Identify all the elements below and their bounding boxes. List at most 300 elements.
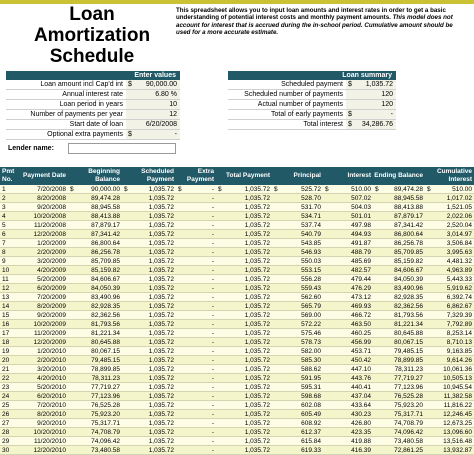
loan-summary-value[interactable]: 34,286.76 (356, 120, 396, 130)
cell-payment-date: 4/20/2009 (37, 267, 66, 274)
cell-payment-date: 9/20/2010 (37, 420, 66, 427)
cell-value: 84,050.39 (91, 285, 120, 292)
loan-summary-label: Total of early payments (228, 110, 346, 120)
cell-value: 10,945.54 (443, 384, 472, 391)
cell-interest (323, 266, 373, 274)
loan-summary-label: Scheduled payment (228, 80, 346, 90)
cell-value: 1,035.72 (244, 204, 270, 211)
cell-value: - (211, 438, 214, 445)
cell-principal (272, 446, 323, 454)
cell-total-payment (216, 266, 272, 274)
cell-ending-balance (373, 437, 425, 445)
cell-value: 1,035.72 (148, 249, 174, 256)
cell-value: - (211, 213, 214, 220)
enter-values-row (6, 100, 180, 110)
cell-value: 456.99 (351, 339, 371, 346)
cell-value: 1,035.72 (244, 366, 270, 373)
cell-value: 1,035.72 (148, 393, 174, 400)
cell-total-payment (216, 257, 272, 265)
cell-total-payment (216, 293, 272, 301)
cell-value: - (211, 204, 214, 211)
cell-value: 565.79 (301, 303, 321, 310)
cell-value: 13,516.48 (443, 438, 472, 445)
cell-ending-balance (373, 329, 425, 337)
cell-value: 501.01 (351, 213, 371, 220)
cell-cumulative-interest (425, 221, 474, 229)
cell-value: 1,035.72 (148, 375, 174, 382)
cell-payment-number: 18 (2, 339, 10, 346)
cell-extra-payment (176, 212, 216, 220)
cell-payment-number: 2 (2, 195, 6, 202)
cell-payment-date: 12/20/2008 (33, 231, 66, 238)
cell-value: 504.03 (351, 204, 371, 211)
cell-value: 9,163.85 (446, 348, 472, 355)
cell-principal (272, 347, 323, 355)
enter-values-value[interactable]: 90,000.00 (136, 80, 180, 90)
cell-value: 78,899.85 (91, 366, 120, 373)
cell-value: - (211, 420, 214, 427)
cell-value: 1,035.72 (244, 276, 270, 283)
cell-value: 78,311.23 (91, 375, 120, 382)
cell-ending-balance (373, 203, 425, 211)
lender-name-input[interactable] (68, 143, 176, 154)
cell-beginning-balance (68, 185, 122, 193)
cell-payment-date: 5/20/2010 (37, 384, 66, 391)
cell-interest (323, 347, 373, 355)
loan-summary-value[interactable]: - (356, 110, 396, 120)
loan-summary-currency (346, 100, 356, 110)
cell-cumulative-interest (425, 356, 474, 364)
cell-extra-payment (176, 446, 216, 454)
cell-value: 83,490.96 (394, 285, 423, 292)
cell-payment-number: 11 (2, 276, 9, 283)
cell-total-payment (216, 239, 272, 247)
cell-payment-number: 9 (2, 258, 6, 265)
cell-ending-balance (373, 365, 425, 373)
cell-value: 4,963.89 (446, 267, 472, 274)
table-row (0, 239, 474, 248)
cell-interest (323, 230, 373, 238)
cell-principal (272, 275, 323, 283)
cell-value: 1,035.72 (244, 186, 270, 193)
enter-values-value[interactable]: 10 (136, 100, 180, 110)
cell-value: 84,606.67 (91, 276, 120, 283)
cell-value: - (211, 330, 214, 337)
cell-payment-date: 11/20/2009 (33, 330, 66, 337)
cell-payment-number: 15 (2, 312, 10, 319)
cell-payment-date: 11/20/2010 (33, 438, 66, 445)
cell-value: 1,035.72 (148, 231, 174, 238)
cell-value: 1,035.72 (148, 384, 174, 391)
cell-value: - (211, 303, 214, 310)
cell-value: 534.71 (301, 213, 321, 220)
cell-payment-date: 7/20/2009 (37, 294, 66, 301)
column-header: Scheduled Payment (141, 168, 174, 183)
cell-value: 1,035.72 (148, 411, 174, 418)
cell-value: 1,035.72 (148, 348, 174, 355)
cell-scheduled-payment (122, 392, 176, 400)
loan-summary-row (228, 100, 396, 110)
cell-ending-balance (373, 221, 425, 229)
table-row (0, 230, 474, 239)
cell-payment-date: 2/20/2009 (37, 249, 66, 256)
cell-principal (272, 257, 323, 265)
cell-value: 77,123.96 (91, 393, 120, 400)
cell-value: 612.37 (301, 429, 321, 436)
cell-interest (323, 374, 373, 382)
cell-total-payment (216, 365, 272, 373)
cell-value: 1,035.72 (148, 312, 174, 319)
cell-value: 88,413.88 (394, 204, 423, 211)
cell-ending-balance (373, 194, 425, 202)
loan-summary-label: Actual number of payments (228, 100, 346, 110)
cell-value: - (211, 222, 214, 229)
cell-total-payment (216, 203, 272, 211)
cell-payment-number: 6 (2, 231, 6, 238)
cell-value: 88,945.58 (394, 195, 423, 202)
table-row (0, 401, 474, 410)
cell-value: 89,474.28 (91, 195, 120, 202)
cell-value: 75,317.71 (91, 420, 120, 427)
cell-extra-payment (176, 356, 216, 364)
cell-cumulative-interest (425, 401, 474, 409)
cell-value: 1,035.72 (148, 186, 174, 193)
cell-scheduled-payment (122, 311, 176, 319)
cell-scheduled-payment (122, 347, 176, 355)
loan-summary-value[interactable]: 120 (356, 90, 396, 100)
cell-value: 562.60 (301, 294, 321, 301)
cell-value: 3,995.63 (446, 249, 472, 256)
cell-value: 72,861.25 (394, 447, 423, 454)
cell-beginning-balance (68, 320, 122, 328)
cell-value: 74,708.79 (394, 420, 423, 427)
cell-beginning-balance (68, 392, 122, 400)
cell-payment-number: 7 (2, 240, 6, 247)
cell-value: 10,061.36 (443, 366, 472, 373)
table-row (0, 257, 474, 266)
loan-summary-panel (228, 71, 396, 130)
cell-interest (323, 203, 373, 211)
cell-scheduled-payment (122, 212, 176, 220)
cell-value: 1,035.72 (244, 267, 270, 274)
cell-value: 510.00 (452, 186, 472, 193)
cell-value: 528.70 (301, 195, 321, 202)
cell-extra-payment (176, 185, 216, 193)
lender-name-label: Lender name: (8, 145, 54, 152)
cell-payment-date: 4/20/2010 (37, 375, 66, 382)
loan-summary-currency: $ (346, 120, 356, 130)
cell-value: 595.31 (301, 384, 321, 391)
cell-value: 77,123.96 (394, 384, 423, 391)
loan-summary-value[interactable]: 120 (356, 100, 396, 110)
cell-value: 479.44 (351, 276, 371, 283)
cell-beginning-balance (68, 347, 122, 355)
cell-cumulative-interest (425, 230, 474, 238)
cell-value: 1,035.72 (148, 240, 174, 247)
page-title (12, 4, 172, 67)
cell-total-payment (216, 275, 272, 283)
cell-beginning-balance (68, 338, 122, 346)
cell-scheduled-payment (122, 410, 176, 418)
cell-payment-date: 10/20/2008 (33, 213, 66, 220)
cell-value: 1,035.72 (148, 267, 174, 274)
cell-beginning-balance (68, 221, 122, 229)
enter-values-value[interactable]: 6.80 % (136, 90, 180, 100)
cell-total-payment (216, 428, 272, 436)
cell-principal (272, 365, 323, 373)
cell-payment-date: 8/20/2010 (37, 411, 66, 418)
cell-beginning-balance (68, 437, 122, 445)
cell-beginning-balance (68, 365, 122, 373)
cell-interest (323, 338, 373, 346)
cell-principal (272, 194, 323, 202)
cell-value: 7,792.89 (446, 321, 472, 328)
cell-extra-payment (176, 401, 216, 409)
cell-payment-date: 11/20/2008 (33, 222, 66, 229)
cell-cumulative-interest (425, 311, 474, 319)
cell-total-payment (216, 437, 272, 445)
cell-extra-payment (176, 239, 216, 247)
cell-beginning-balance (68, 293, 122, 301)
description-note (176, 7, 468, 37)
cell-value: 6,862.67 (446, 303, 472, 310)
cell-payment-date: 12/20/2010 (33, 447, 66, 454)
loan-summary-value[interactable]: 1,035.72 (356, 80, 396, 90)
cell-value: 507.02 (351, 195, 371, 202)
cell-scheduled-payment (122, 203, 176, 211)
currency-symbol: $ (70, 186, 74, 193)
cell-value: 90,000.00 (91, 186, 120, 193)
cell-payment-date: 3/20/2009 (37, 258, 66, 265)
cell-principal (272, 329, 323, 337)
cell-payment-number: 8 (2, 249, 6, 256)
cell-value: 78,899.85 (394, 357, 423, 364)
enter-values-value[interactable]: 12 (136, 110, 180, 120)
enter-values-label: Annual interest rate (6, 90, 126, 100)
cell-extra-payment (176, 347, 216, 355)
cell-beginning-balance (68, 374, 122, 382)
cell-principal (272, 374, 323, 382)
cell-total-payment (216, 284, 272, 292)
cell-value: 87,341.42 (91, 231, 120, 238)
cell-ending-balance (373, 383, 425, 391)
cell-value: 1,035.72 (244, 240, 270, 247)
cell-interest (323, 401, 373, 409)
cell-value: - (211, 312, 214, 319)
cell-value: 86,800.64 (394, 231, 423, 238)
table-row (0, 446, 474, 455)
cell-value: 86,256.78 (394, 240, 423, 247)
cell-total-payment (216, 446, 272, 454)
cell-value: 430.23 (351, 411, 371, 418)
currency-symbol: $ (124, 186, 128, 193)
cell-interest (323, 410, 373, 418)
cell-value: 88,413.88 (91, 213, 120, 220)
cell-value: 82,928.35 (394, 294, 423, 301)
enter-values-row (6, 110, 180, 120)
cell-value: 1,035.72 (244, 321, 270, 328)
cell-payment-date: 6/20/2009 (37, 285, 66, 292)
cell-value: 1,035.72 (148, 357, 174, 364)
cell-ending-balance (373, 266, 425, 274)
amortization-table (0, 167, 474, 455)
currency-symbol: $ (427, 186, 431, 193)
cell-value: 1,035.72 (148, 330, 174, 337)
cell-value: 81,221.34 (91, 330, 120, 337)
cell-value: 469.93 (351, 303, 371, 310)
cell-principal (272, 302, 323, 310)
cell-beginning-balance (68, 383, 122, 391)
table-row (0, 392, 474, 401)
cell-value: 80,645.88 (394, 330, 423, 337)
cell-value: 619.33 (301, 447, 321, 454)
cell-principal (272, 203, 323, 211)
cell-scheduled-payment (122, 338, 176, 346)
cell-ending-balance (373, 284, 425, 292)
cell-payment-number: 24 (2, 393, 10, 400)
cell-value: 3,506.84 (446, 240, 472, 247)
cell-value: 497.98 (351, 222, 371, 229)
enter-values-header: Enter values (6, 71, 180, 80)
cell-principal (272, 383, 323, 391)
cell-value: - (211, 393, 214, 400)
cell-value: 10,505.13 (443, 375, 472, 382)
cell-value: 77,719.27 (394, 375, 423, 382)
cell-value: 598.68 (301, 393, 321, 400)
loan-summary-row (228, 120, 396, 130)
currency-symbol: $ (218, 186, 222, 193)
table-row (0, 185, 474, 194)
table-row (0, 356, 474, 365)
cell-value: - (211, 294, 214, 301)
cell-extra-payment (176, 266, 216, 274)
enter-values-row (6, 80, 180, 90)
cell-value: 89,474.28 (394, 186, 423, 193)
enter-values-value[interactable]: - (136, 130, 180, 140)
cell-extra-payment (176, 275, 216, 283)
cell-value: 80,067.15 (91, 348, 120, 355)
cell-value: 1,035.72 (244, 330, 270, 337)
enter-values-value[interactable]: 6/20/2008 (136, 120, 180, 130)
table-row (0, 347, 474, 356)
cell-value: 559.43 (301, 285, 321, 292)
cell-extra-payment (176, 221, 216, 229)
cell-value: 1,035.72 (148, 276, 174, 283)
cell-value: 546.93 (301, 249, 321, 256)
cell-beginning-balance (68, 302, 122, 310)
cell-beginning-balance (68, 266, 122, 274)
cell-value: - (211, 240, 214, 247)
cell-payment-number: 23 (2, 384, 10, 391)
cell-value: 8,710.13 (446, 339, 472, 346)
cell-value: 582.00 (301, 348, 321, 355)
enter-values-currency (126, 100, 136, 110)
cell-beginning-balance (68, 329, 122, 337)
cell-ending-balance (373, 410, 425, 418)
cell-value: 1,035.72 (244, 195, 270, 202)
table-row (0, 275, 474, 284)
cell-total-payment (216, 194, 272, 202)
cell-principal (272, 185, 323, 193)
cell-beginning-balance (68, 356, 122, 364)
cell-payment-date: 10/20/2009 (33, 321, 66, 328)
cell-principal (272, 230, 323, 238)
cell-value: 585.30 (301, 357, 321, 364)
cell-ending-balance (373, 302, 425, 310)
loan-summary-header: Loan summary (228, 71, 396, 80)
cell-value: 1,035.72 (244, 258, 270, 265)
cell-value: 81,221.34 (394, 321, 423, 328)
cell-payment-date: 9/20/2008 (37, 204, 66, 211)
cell-value: 1,035.72 (244, 393, 270, 400)
cell-beginning-balance (68, 275, 122, 283)
cell-interest (323, 437, 373, 445)
cell-value: 76,525.28 (91, 402, 120, 409)
cell-cumulative-interest (425, 383, 474, 391)
cell-interest (323, 302, 373, 310)
cell-value: 1,035.72 (244, 357, 270, 364)
cell-principal (272, 356, 323, 364)
cell-beginning-balance (68, 194, 122, 202)
cell-payment-date: 8/20/2009 (37, 303, 66, 310)
loan-summary-row (228, 110, 396, 120)
cell-cumulative-interest (425, 329, 474, 337)
cell-value: 86,256.78 (91, 249, 120, 256)
cell-value: 553.15 (301, 267, 321, 274)
cell-value: 13,096.60 (443, 429, 472, 436)
cell-scheduled-payment (122, 284, 176, 292)
enter-values-currency (126, 110, 136, 120)
cell-total-payment (216, 221, 272, 229)
cell-ending-balance (373, 401, 425, 409)
cell-cumulative-interest (425, 293, 474, 301)
cell-value: 1,035.72 (244, 348, 270, 355)
cell-principal (272, 401, 323, 409)
cell-value: 1,035.72 (148, 294, 174, 301)
cell-payment-date: 8/20/2008 (37, 195, 66, 202)
cell-value: 83,490.96 (91, 294, 120, 301)
cell-beginning-balance (68, 239, 122, 247)
cell-value: 588.62 (301, 366, 321, 373)
cell-ending-balance (373, 239, 425, 247)
cell-extra-payment (176, 392, 216, 400)
cell-scheduled-payment (122, 230, 176, 238)
cell-value: 86,800.64 (91, 240, 120, 247)
cell-cumulative-interest (425, 347, 474, 355)
cell-value: 482.57 (351, 267, 371, 274)
cell-value: 416.39 (351, 447, 371, 454)
cell-beginning-balance (68, 230, 122, 238)
cell-payment-number: 14 (2, 303, 10, 310)
currency-symbol: $ (325, 186, 329, 193)
cell-value: 13,932.87 (443, 447, 472, 454)
cell-value: 1,035.72 (244, 429, 270, 436)
cell-extra-payment (176, 410, 216, 418)
cell-value: 87,879.17 (394, 213, 423, 220)
cell-principal (272, 212, 323, 220)
cell-total-payment (216, 374, 272, 382)
cell-value: 85,159.82 (91, 267, 120, 274)
cell-value: - (211, 339, 214, 346)
cell-total-payment (216, 410, 272, 418)
cell-value: 9,614.26 (446, 357, 472, 364)
cell-principal (272, 428, 323, 436)
cell-value: 543.85 (301, 240, 321, 247)
enter-values-label: Loan period in years (6, 100, 126, 110)
cell-payment-date: 7/20/2010 (37, 402, 66, 409)
cell-value: 1,035.72 (148, 366, 174, 373)
cell-value: 12,673.25 (443, 420, 472, 427)
